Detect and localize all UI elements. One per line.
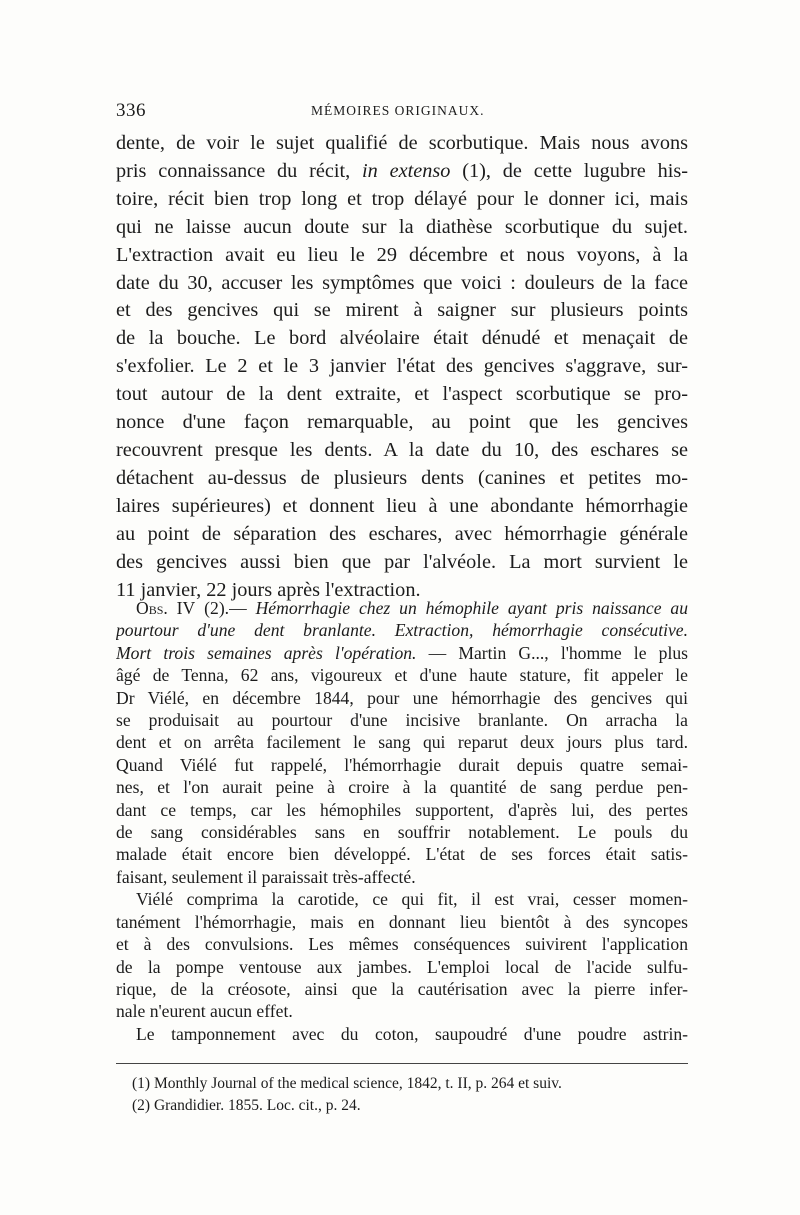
text-line: s'exfolier. Le 2 et le 3 janvier l'état des gencives s'aggrave, sur- <box>116 355 688 378</box>
footnotes <box>132 1073 688 1117</box>
text-line: 11 janvier, 22 jours après l'extraction. <box>116 578 421 601</box>
text-line: Dr Viélé, en décembre 1844, pour une hémorrhagie des gencives qui <box>116 687 688 708</box>
text-line: nes, et l'on aurait peine à croire à la quantité de sang perdue pen- <box>116 777 688 798</box>
text-line: et à des convulsions. Les mêmes conséquences suivirent l'application <box>116 934 688 955</box>
footnote-divider <box>116 1063 688 1064</box>
text-line: tanément l'hémorrhagie, mais en donnant lieu bientôt à des syncopes <box>116 911 688 932</box>
text-line: recouvrent presque les dents. A la date du 10, des eschares se <box>116 438 688 461</box>
text-line: malade était encore bien développé. L'état de ses forces était satis- <box>116 844 688 865</box>
page-header <box>116 100 688 124</box>
text-line: nale n'eurent aucun effet. <box>116 1001 293 1022</box>
main-paragraph <box>116 130 688 604</box>
text-line: tout autour de la dent extraite, et l'aspect scorbutique se pro- <box>116 383 688 406</box>
page-number: 336 <box>116 100 146 121</box>
text-line: dente, de voir le sujet qualifié de scorbutique. Mais nous avons <box>116 132 688 154</box>
text-line: dent et on arrêta facilement le sang qui reparut deux jours plus tard. <box>116 732 688 753</box>
text-line: se produisait au pourtour d'une incisive branlante. On arracha la <box>116 710 688 731</box>
text-line: de la pompe ventouse aux jambes. L'emploi local de l'acide sulfu- <box>116 956 688 977</box>
observation-title-line: pourtour d'une dent branlante. Extraction, hémorrhagie consécutive. <box>116 620 688 641</box>
text-line: et des gencives qui se mirent à saigner sur plusieurs points <box>116 299 688 322</box>
observation-ref: (2).— <box>204 598 247 618</box>
text-line: qui ne laisse aucun doute sur la diathèse scorbutique du sujet. <box>116 215 688 238</box>
text-line: âgé de Tenna, 62 ans, vigoureux et d'une haute stature, fit appeler le <box>116 665 688 686</box>
text-line: de la bouche. Le bord alvéolaire était dénudé et menaçait de <box>116 327 688 350</box>
observation-heading <box>116 597 688 619</box>
observation-title-line: Mort trois semaines après l'opération. — Martin G..., l'homme le plus <box>116 642 688 663</box>
text-line: date du 30, accuser les symptômes que voici : douleurs de la face <box>116 271 688 294</box>
text-line: laires supérieures) et donnent lieu à une abondante hémorrhagie <box>116 494 688 517</box>
text-line: faisant, seulement il paraissait très-affecté. <box>116 866 416 887</box>
text-line: Viélé comprima la carotide, ce qui fit, il est vrai, cesser momen- <box>136 889 688 910</box>
observation-title: Hémorrhagie chez un hémophile ayant pris naissance au <box>255 598 688 618</box>
text-line: nonce d'une façon remarquable, au point que les gencives <box>116 411 688 434</box>
text-line: Quand Viélé fut rappelé, l'hémorrhagie durait depuis quatre semai- <box>116 754 688 775</box>
text-line: pris connaissance du récit, in extenso (1), de cette lugubre his- <box>116 159 688 182</box>
text-line: dant ce temps, car les hémophiles supportent, d'après lui, des pertes <box>116 799 688 820</box>
text-line: L'extraction avait eu lieu le 29 décembre et nous voyons, à la <box>116 243 688 266</box>
footnote-1: (1) Monthly Journal of the medical science, 1842, t. II, p. 264 et suiv. <box>132 1075 562 1092</box>
text-line: rique, de la créosote, ainsi que la cautérisation avec la pierre infer- <box>116 978 688 999</box>
text-line: toire, récit bien trop long et trop délayé pour le donner ici, mais <box>116 187 688 210</box>
footnote-2: (2) Grandidier. 1855. Loc. cit., p. 24. <box>132 1097 361 1114</box>
running-title: MÉMOIRES ORIGINAUX. <box>311 103 485 118</box>
text-line: Le tamponnement avec du coton, saupoudré d'une poudre astrin- <box>136 1023 688 1044</box>
observation-section <box>116 597 688 1045</box>
observation-label: Obs. IV <box>136 598 196 618</box>
text-line: au point de séparation des eschares, avec hémorrhagie générale <box>116 522 688 545</box>
text-line: détachent au-dessus de plusieurs dents (canines et petites mo- <box>116 466 688 489</box>
text-line: de sang considérables sans en souffrir notablement. Le pouls du <box>116 822 688 843</box>
text-line: des gencives aussi bien que par l'alvéole. La mort survient le <box>116 550 688 573</box>
